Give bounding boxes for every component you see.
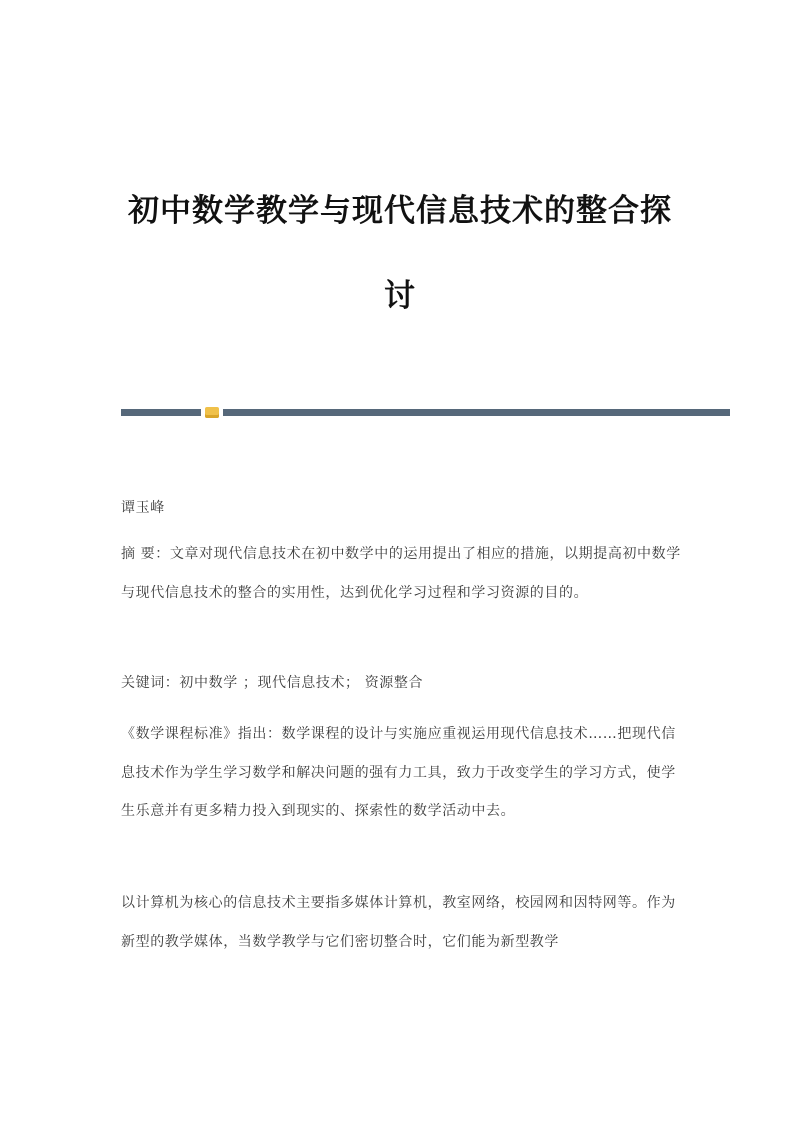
author-name: 谭玉峰	[121, 500, 165, 516]
document-badge-icon	[205, 407, 219, 418]
document-title-line-1: 初中数学教学与现代信息技术的整合探	[128, 193, 672, 229]
abstract-paragraph: 摘 要：文章对现代信息技术在初中数学中的运用提出了相应的措施，以期提高初中数学与现代信息技术的整合的实用性，达到优化学习过程和学习资源的目的。	[121, 546, 681, 601]
body-paragraph-1: 《数学课程标准》指出：数学课程的设计与实施应重视运用现代信息技术……把现代信息技术作为学生学习数学和解决问题的强有力工具，致力于改变学生的学习方式，使学生乐意并有更多精力投入到现实的、探索性的数学活动中去。	[121, 726, 676, 819]
document-title-line-2: 讨	[384, 278, 416, 314]
body-paragraph-2: 以计算机为核心的信息技术主要指多媒体计算机，教室网络，校园网和因特网等。作为新型的教学媒体，当数学教学与它们密切整合时，它们能为新型教学	[121, 895, 676, 950]
title-divider	[121, 409, 730, 416]
keywords-line: 关键词：初中数学 ；现代信息技术； 资源整合	[121, 675, 424, 691]
divider-right-segment	[223, 409, 730, 416]
divider-left-segment	[121, 409, 201, 416]
